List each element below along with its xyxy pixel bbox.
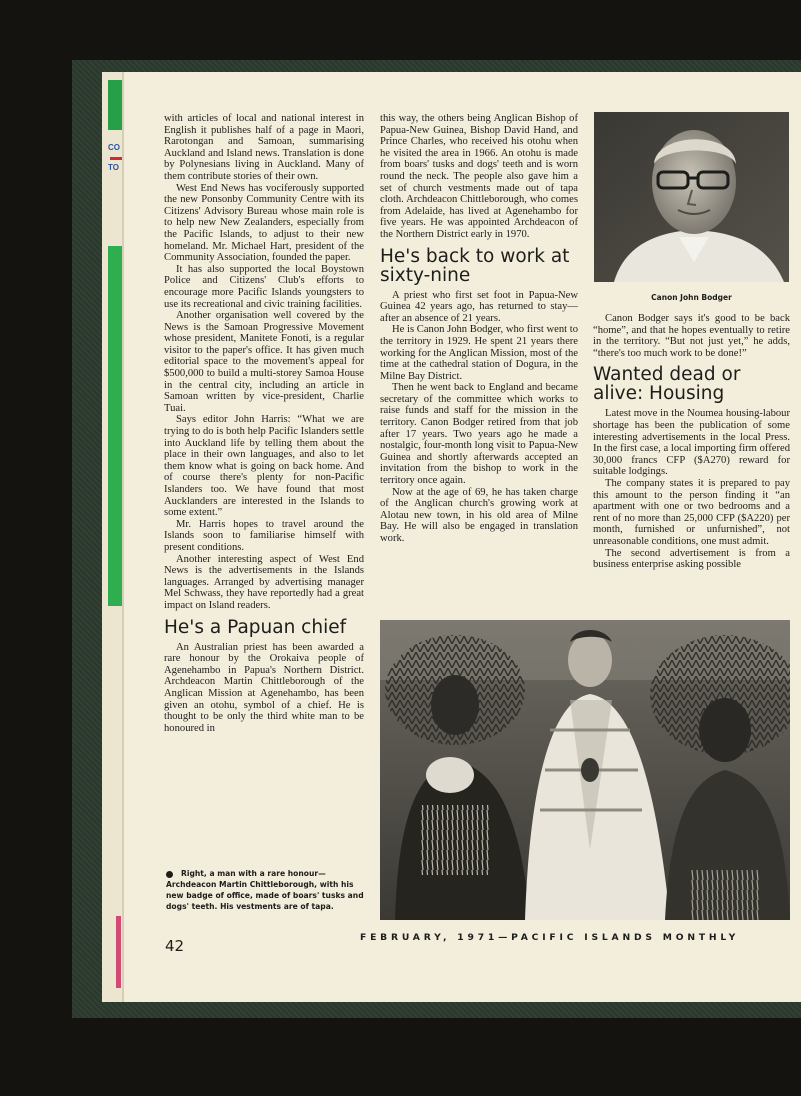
headline-back-to-work: He's back to work at sixty-nine <box>380 245 570 286</box>
running-footer: FEBRUARY, 1971—PACIFIC ISLANDS MONTHLY <box>360 932 740 943</box>
paragraph: Says editor John Harris: “What we are trying to do is both help Pacific Islanders settle into Auckland life by telling them about the place in their own languages, and also to let them know what is going on back home. And of course there's plenty for non-Pacific Islanders too. We have found that most Aucklanders are interested in the Islands to some extent.” <box>164 414 364 519</box>
paragraph: The second advertisement is from a business enterprise asking possible <box>593 547 790 571</box>
paragraph: It has also supported the local Boystown Police and Citizens' Club's efforts to encourage more Pacific Islands youngsters to use its recreational and civic training facilities. <box>164 263 364 310</box>
page-number: 42 <box>165 937 185 955</box>
headline-papuan-chief: He's a Papuan chief <box>164 616 347 638</box>
index-tab-green-middle <box>108 246 122 606</box>
paragraph: A priest who first set foot in Papua-New Guinea 42 years ago, has returned to stay—after an absence of 21 years. <box>380 289 578 324</box>
paragraph: The company states it is prepared to pay this amount to the person finding it “an apartment with one or two bedrooms and a rent of no more than 25,000 CFP ($A220) per month, furnished or unfurnished”, not unreasonable conditions, one must admit. <box>593 477 790 547</box>
index-tab-pink <box>116 916 121 988</box>
column-3 <box>593 313 790 571</box>
photo-caption <box>166 868 371 912</box>
portrait-photo-canon-bodger <box>594 112 789 282</box>
paragraph: Now at the age of 69, he has taken charge of the Anglican church's growing work at Alotau new town, in his old area of Milne Bay. He will also be engaged in translation work. <box>380 486 578 544</box>
photo-archdeacon-with-chiefs <box>380 620 790 920</box>
paragraph: this way, the others being Anglican Bishop of Papua-New Guinea, Bishop David Hand, and Prince Charles, who received his otohu when he visited the area in 1966. An otohu is made from boars' tusks and dogs' teeth and is worn round the neck. The people also gave him a set of church vestments made out of tapa cloth. Archdeacon Chittleborough, who comes from Adelaide, has lived at Agenehambo for five years. He was appointed Archdeacon of the Northern District early in 1970. <box>380 113 578 240</box>
paragraph: Another organisation well covered by the News is the Samoan Progressive Movement whose president, Manitete Fonoti, is a regular visitor to the paper's office. It has given much editorial space to the movement's appeal for $500,000 to build a multi-storey Samoa House in the central city, including an article in Samoan written by vice-president, Charlie Tuai. <box>164 310 364 414</box>
paragraph: with articles of local and national interest in English it publishes half of a page in Maori, Rarotongan and Samoan, summarising Auckland and Island news. Translation is done by Polynesians living in Auckland. Many of them contribute stories of their own. <box>164 113 364 182</box>
paragraph: He is Canon John Bodger, who first went to the territory in 1929. He spent 21 years there working for the Anglican Mission, most of the time at the cathedral station of Dogura, in the Milne Bay District. <box>380 324 578 382</box>
paragraph: West End News has vociferously supported the new Ponsonby Community Centre with its Citizens' Advisory Bureau whose main role is to help new New Zealanders, especially from the Pacific Islands, to adjust to their new homeland. Mr. Michael Hart, president of the Community Association, founded the paper. <box>164 182 364 264</box>
paragraph: Then he went back to England and became secretary of the committee which works to raise funds and staff for the mission in the territory. Canon Bodger retired from that job after 17 years. Two years ago he made a nostalgic, four-month long visit to Papua-New Guinea and shortly afterwards accepted an invitation from the bishop to work in the territory once again. <box>380 382 578 487</box>
paragraph: An Australian priest has been awarded a rare honour by the Orokaiva people of Agenehambo in Papua's Northern District. Archdeacon Martin Chittleborough of the Anglican Mission at Agenehambo, has been given an otohu, symbol of a chief. He is thought to be only the third white man to be honoured in <box>164 641 364 734</box>
paragraph: Latest move in the Noumea housing-labour shortage has been the publication of some interesting advertisements in the local Press. In the first case, a local importing firm offered 30,000 francs CFP ($A270) reward for suitable lodgings. <box>593 408 790 478</box>
index-tab-green-top <box>108 80 122 130</box>
paragraph: Canon Bodger says it's good to be back “home”, and that he hopes eventually to retire in the territory. “But not just yet,” he adds, “there's too much work to be done!” <box>593 313 790 359</box>
paragraph: Mr. Harris hopes to travel around the Islands soon to familiarise himself with present conditions. <box>164 518 364 553</box>
bullet-icon <box>166 871 173 878</box>
column-1 <box>164 113 364 734</box>
headline-housing: Wanted dead or alive: Housing <box>593 364 741 405</box>
paragraph: Another interesting aspect of West End News is the advertisements in the Islands languages. Arranged by advertising manager Mel Schwass, they have reportedly had a great impact on Island readers. <box>164 553 364 611</box>
caption-text: Right, a man with a rare honour—Archdeacon Martin Chittleborough, with his new badge of office, made of boars' tusks and dogs' teeth. His vestments are of tapa. <box>166 869 364 911</box>
index-tab-label-1: CO <box>108 143 120 152</box>
index-tab-red-mark <box>110 157 122 160</box>
photo-credit: Canon John Bodger <box>651 293 732 302</box>
column-2 <box>380 113 578 545</box>
index-tab-label-2: TO <box>108 163 119 172</box>
